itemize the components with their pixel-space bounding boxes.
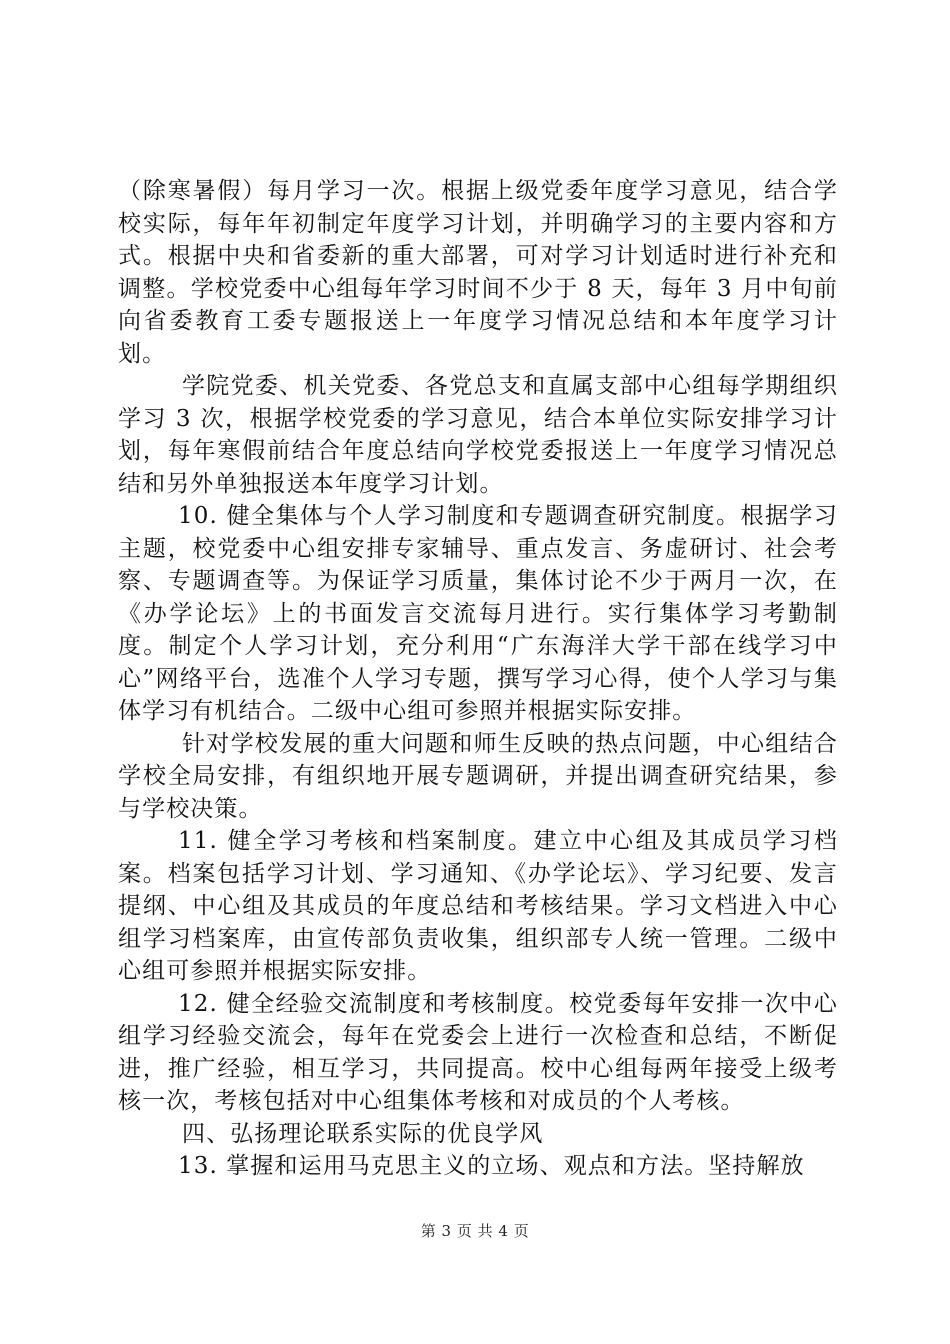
page-number-label: 第 3 页 共 4 页: [420, 1222, 530, 1240]
section-heading-4: 四、弘扬理论联系实际的优良学风: [182, 1120, 544, 1147]
paragraph-item-10: 10. 健全集体与个人学习制度和专题调查研究制度。根据学习主题，校党委中心组安排专家辅导、重点发言、务虚研讨、社会考察、专题调查等。为保证学习质量，集体讨论不少于两月一次，在《办学论坛》上的书面发言交流每月进行。实行集体学习考勤制度。制定个人学习计划，充分利用“广东海洋大学干部在线学习中心”网络平台，选准个人学习专题，撰写学习心得，使个人学习与集体学习有机结合。二级中心组可参照并根据实际安排。: [118, 503, 838, 724]
paragraph-research: 针对学校发展的重大问题和师生反映的热点问题，中心组结合学校全局安排，有组织地开展专题调研，并提出调查研究结果，参与学校决策。: [118, 730, 838, 822]
paragraph-item-12: 12. 健全经验交流制度和考核制度。校党委每年安排一次中心组学习经验交流会，每年在党委会上进行一次检查和总结，不断促进，推广经验，相互学习，共同提高。校中心组每两年接受上级考核一次，考核包括对中心组集体考核和对成员的个人考核。: [118, 990, 838, 1114]
paragraph-study-schedule: （除寒暑假）每月学习一次。根据上级党委年度学习意见，结合学校实际，每年年初制定年度学习计划，并明确学习的主要内容和方式。根据中央和省委新的重大部署，可对学习计划适时进行补充和调整。学校党委中心组每年学习时间不少于 8 天，每年 3 月中旬前向省委教育工委专题报送上一年度学习情况总结和本年度学习计划。: [118, 178, 838, 367]
document-body: [118, 175, 838, 1183]
page-footer: [0, 1220, 950, 1241]
paragraph-item-11: 11. 健全学习考核和档案制度。建立中心组及其成员学习档案。档案包括学习计划、学习通知、《办学论坛》、学习纪要、发言提纲、中心组及其成员的年度总结和考核结果。学习文档进入中心组学习档案库，由宣传部负责收集，组织部专人统一管理。二级中心组可参照并根据实际安排。: [118, 828, 838, 984]
paragraph-item-13: 13. 掌握和运用马克思主义的立场、观点和方法。坚持解放: [178, 1153, 805, 1179]
paragraph-college-study: 学院党委、机关党委、各党总支和直属支部中心组每学期组织学习 3 次，根据学校党委的学习意见，结合本单位实际安排学习计划，每年寒假前结合年度总结向学校党委报送上一年度学习情况总结和另外单独报送本年度学习计划。: [118, 373, 838, 497]
